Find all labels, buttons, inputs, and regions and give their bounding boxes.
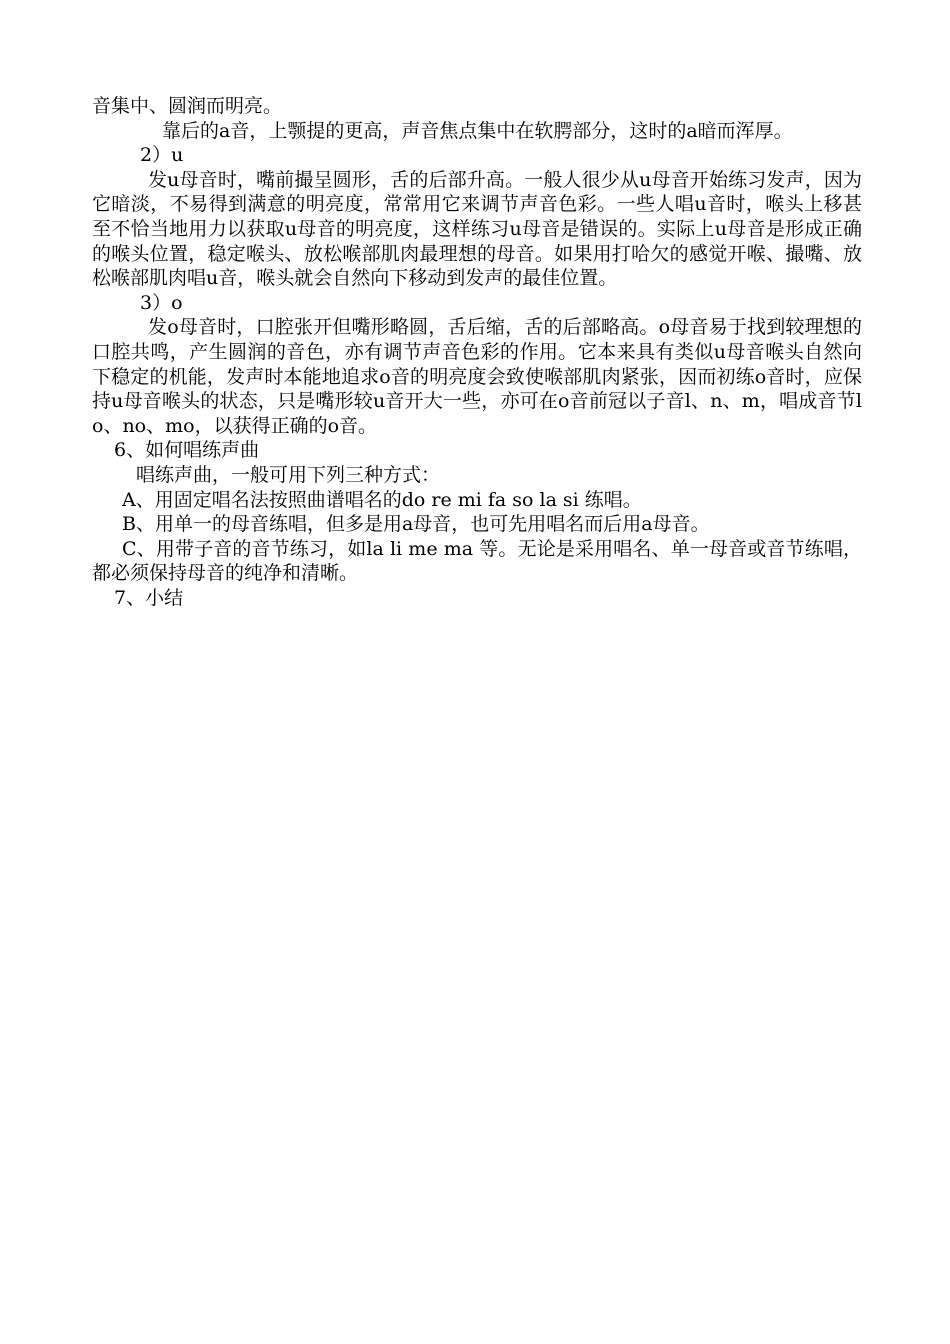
paragraph-back-a-vowel: 靠后的a音，上颚提的更高，声音焦点集中在软腭部分，这时的a暗而浑厚。 [162,119,793,142]
list-item-b: B、用单一的母音练唱，但多是用a母音，也可先用唱名而后用a母音。 [122,513,710,536]
subheading-u: 2）u [140,144,184,167]
document-body [92,94,862,610]
paragraph-u-vowel: 发u母音时，嘴前撮呈圆形，舌的后部升高。一般人很少从u母音开始练习发声，因为它暗淡，不易得到满意的明亮度，常常用它来调节声音色彩。一些人唱u音时，喉头上移甚至不恰当地用力以获取u母音的明亮度，这样练习u母音是错误的。实际上u母音是形成正确的喉头位置，稳定喉头、放松喉部肌肉最理想的母音。如果用打哈欠的感觉开喉、撮嘴、放松喉部肌肉唱u音，喉头就会自然向下移动到发声的最佳位置。 [92,168,862,290]
paragraph-continuation: 音集中、圆润而明亮。 [92,95,283,117]
list-item-c: C、用带子音的音节练习，如la li me ma 等。无论是采用唱名、单一母音或音节练唱，都必须保持母音的纯净和清晰。 [92,537,862,585]
paragraph-vocalise-intro: 唱练声曲，一般可用下列三种方式： [136,463,441,486]
subheading-o: 3）o [140,291,183,314]
paragraph-o-vowel: 发o母音时，口腔张开但嘴形略圆，舌后缩，舌的后部略高。o母音易于找到较理想的口腔共鸣，产生圆润的音色，亦有调节声音色彩的作用。它本来具有类似u母音喉头自然向下稳定的机能，发声时本能地追求o音的明亮度会致使喉部肌肉紧张，因而初练o音时，应保持u母音喉头的状态，只是嘴形较u音开大一些，亦可在o音前冠以子音l、n、m，唱成音节lo、no、mo，以获得正确的o音。 [92,316,862,437]
section-heading-7: 7、小结 [114,586,184,609]
list-item-a: A、用固定唱名法按照曲谱唱名的do re mi fa so la si 练唱。 [122,488,642,511]
section-heading-6: 6、如何唱练声曲 [114,439,260,462]
